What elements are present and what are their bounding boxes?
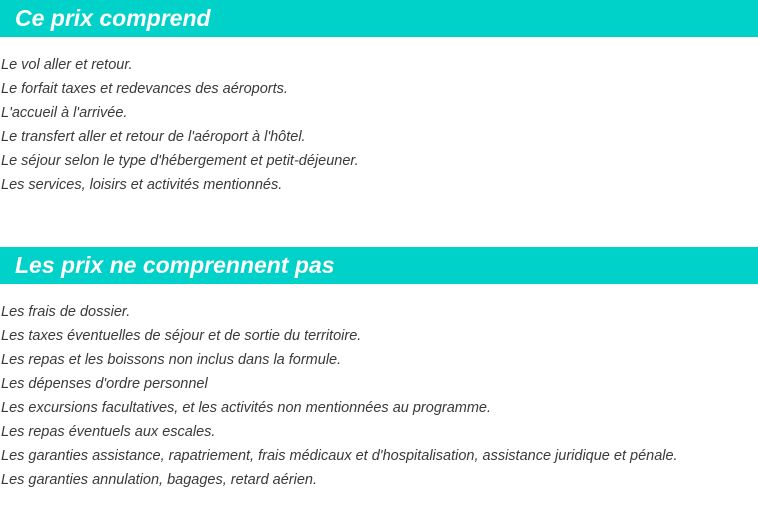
list-item: Les taxes éventuelles de séjour et de sortie du territoire. (1, 328, 362, 344)
list-item: Les services, loisirs et activités mentionnés. (1, 177, 283, 193)
list-item: Les garanties assistance, rapatriement, frais médicaux et d'hospitalisation, assistance juridique et pénale. (1, 448, 678, 464)
list-item: Le séjour selon le type d'hébergement et petit-déjeuner. (1, 153, 359, 169)
list-item: Le vol aller et retour. (1, 57, 133, 73)
list-item: Les excursions facultatives, et les activités non mentionnées au programme. (1, 400, 492, 416)
list-item: Les dépenses d'ordre personnel (1, 376, 208, 392)
list-item: Les frais de dossier. (1, 304, 131, 320)
list-item: Le transfert aller et retour de l'aéroport à l'hôtel. (1, 129, 306, 145)
list-item: Les repas éventuels aux escales. (1, 424, 216, 440)
excluded-items-list (0, 300, 678, 492)
included-items-list (0, 53, 359, 197)
list-item: L'accueil à l'arrivée. (1, 105, 128, 121)
included-section-title: Ce prix comprend (0, 0, 758, 37)
list-item: Le forfait taxes et redevances des aéroports. (1, 81, 288, 97)
excluded-section-title: Les prix ne comprennent pas (0, 247, 758, 284)
list-item: Les garanties annulation, bagages, retard aérien. (1, 472, 317, 488)
list-item: Les repas et les boissons non inclus dans la formule. (1, 352, 342, 368)
